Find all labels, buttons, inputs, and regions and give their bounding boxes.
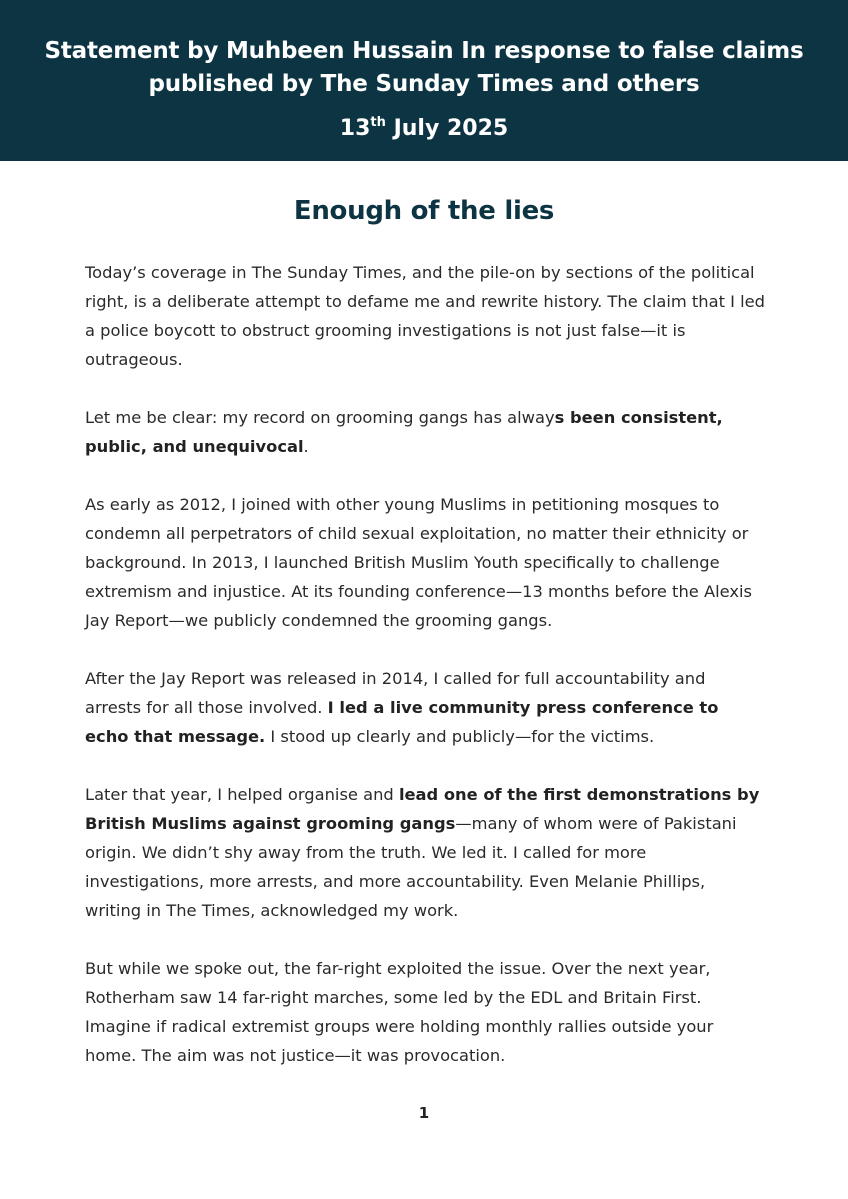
paragraph-5 <box>85 780 765 925</box>
date-ordinal-suffix: th <box>370 115 386 130</box>
statement-date <box>0 114 848 147</box>
paragraph-2 <box>85 403 765 461</box>
date-day: 13 <box>339 116 371 141</box>
paragraph-5-text-after: —many of whom were of Pakistani origin. We didn’t shy away from the truth. We led it. I called for more investigations, more arrests, and more accountability. Even Melanie Phillips, writing in The Times, acknowledged my work. <box>85 814 737 920</box>
paragraph-6: But while we spoke out, the far-right exploited the issue. Over the next year, Rotherham saw 14 far-right marches, some led by the EDL and Britain First. Imagine if radical extremist groups were holding monthly rallies outside your home. The aim was not justice—it was provocation. <box>85 959 714 1065</box>
paragraph-2-bold-text: s been consistent, public, and unequivocal <box>85 408 723 456</box>
paragraph-5-bold-text: lead one of the first demonstrations by British Muslims against grooming gangs <box>85 785 760 833</box>
date-month-year: July 2025 <box>385 116 509 141</box>
paragraph-2-text-after: . <box>303 437 309 456</box>
section-heading: Enough of the lies <box>293 196 555 226</box>
paragraph-3: As early as 2012, I joined with other young Muslims in petitioning mosques to condemn all perpetrators of child sexual exploitation, no matter their ethnicity or background. In 2013, I launched British Muslim Youth specifically to challenge extremism and injustice. At its founding conference—13 months before the Alexis Jay Report—we publicly condemned the grooming gangs. <box>85 495 752 630</box>
paragraph-4-bold-text: I led a live community press conference to echo that message. <box>85 698 719 746</box>
paragraph-4 <box>85 664 765 751</box>
paragraph-2-text-before: Let me be clear: my record on grooming gangs has alway <box>85 408 555 427</box>
statement-title-line-1: Statement by Muhbeen Hussain In response to false claims <box>44 38 804 64</box>
paragraph-4-text-before: After the Jay Report was released in 2014, I called for full accountability and arrests for all those involved. <box>85 669 706 717</box>
paragraph-4-text-after: I stood up clearly and publicly—for the victims. <box>265 727 655 746</box>
statement-body <box>85 258 765 1099</box>
statement-header <box>0 0 848 161</box>
paragraph-1: Today’s coverage in The Sunday Times, and the pile-on by sections of the political right, is a deliberate attempt to defame me and rewrite history. The claim that I led a police boycott to obstruct grooming investigations is not just false—it is outrageous. <box>85 263 765 369</box>
statement-title <box>30 35 818 101</box>
page-number: 1 <box>418 1104 430 1122</box>
statement-title-line-2: published by The Sunday Times and others <box>148 71 700 97</box>
paragraph-5-text-before: Later that year, I helped organise and <box>85 785 399 804</box>
